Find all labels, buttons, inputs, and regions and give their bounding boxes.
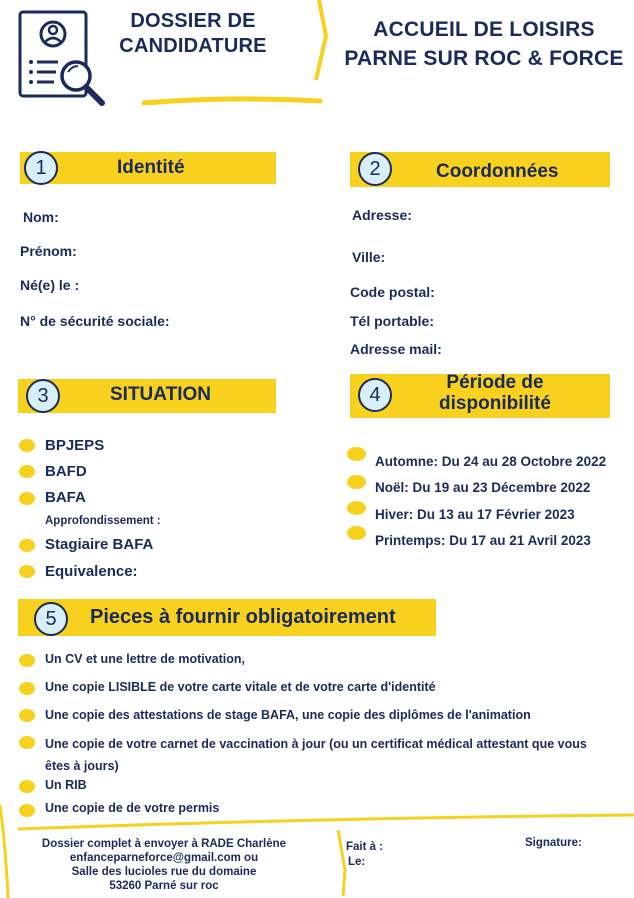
- carte-vitale-item: Une copie LISIBLE de votre carte vitale et de votre carte d'identité: [45, 680, 436, 694]
- rib-item: Un RIB: [45, 778, 87, 792]
- disponibilite-title-line2: disponibilité: [439, 393, 551, 414]
- send-line-3: Salle des lucioles rue du domaine: [71, 866, 257, 878]
- pieces-title: Pieces à fournir obligatoirement: [90, 606, 396, 628]
- hiver-period: [375, 507, 575, 522]
- org-title-line2: PARNE SUR ROC & FORCE: [344, 47, 624, 70]
- adresse-label: Adresse:: [352, 207, 412, 223]
- approfondissement-label: Approfondissement :: [45, 515, 161, 527]
- signature-label: Signature:: [525, 837, 582, 849]
- equivalence-option: Equivalence:: [45, 563, 138, 580]
- automne-bullet: [347, 447, 366, 461]
- disponibilite-title-line1: Période de: [446, 372, 544, 393]
- rib-bullet: [19, 780, 35, 793]
- send-address-block: [14, 837, 314, 893]
- bpjeps-option: BPJEPS: [45, 437, 105, 454]
- permis-bullet: [19, 804, 35, 817]
- hiver-bullet: [347, 501, 366, 515]
- send-line-2: enfanceparneforce@gmail.com ou: [69, 852, 259, 864]
- hiver-dates: Du 13 au 17 Février 2023: [417, 507, 575, 522]
- automne-dates: Du 24 au 28 Octobre 2022: [441, 454, 607, 469]
- noel-dates: Du 19 au 23 Décembre 2022: [412, 480, 591, 495]
- org-title-line1: ACCUEIL DE LOISIRS: [373, 18, 595, 41]
- cv-item: Un CV et une lettre de motivation,: [45, 652, 246, 666]
- nom-label: Nom:: [23, 209, 59, 225]
- printemps-label: Printemps:: [375, 533, 446, 548]
- adresse-mail-label: Adresse mail:: [350, 341, 442, 357]
- bpjeps-bullet: [19, 439, 35, 452]
- vaccination-item-continued: êtes à jours): [45, 759, 119, 773]
- attestations-bullet: [19, 709, 35, 722]
- doc-title-line2: CANDIDATURE: [119, 35, 267, 57]
- pieces-number: 5: [34, 602, 68, 636]
- bafd-option: BAFD: [45, 463, 87, 480]
- disponibilite-title: [420, 372, 570, 414]
- attestations-item: Une copie des attestations de stage BAFA, une copie des diplômes de l'animation: [45, 708, 531, 722]
- hiver-label: Hiver:: [375, 507, 414, 522]
- vaccination-bullet: [19, 736, 35, 749]
- identite-number: 1: [24, 151, 58, 185]
- send-line-4: 53260 Parné sur roc: [109, 880, 219, 892]
- ville-label: Ville:: [352, 249, 386, 265]
- automne-label: Automne:: [375, 454, 438, 469]
- send-line-1: Dossier complet à envoyer à RADE Charlène: [41, 838, 287, 850]
- printemps-dates: Du 17 au 21 Avril 2023: [449, 533, 591, 548]
- bafa-bullet: [19, 492, 35, 505]
- prenom-label: Prénom:: [20, 243, 77, 259]
- stagiaire-bafa-bullet: [19, 539, 35, 552]
- coordonnees-title: Coordonnées: [436, 161, 559, 182]
- identite-title: Identité: [117, 157, 185, 178]
- bafa-option: BAFA: [45, 489, 86, 506]
- coordonnees-number: 2: [358, 152, 392, 186]
- noel-label: Noël:: [375, 480, 409, 495]
- code-postal-label: Code postal:: [350, 284, 435, 300]
- carte-vitale-bullet: [19, 682, 35, 695]
- equivalence-bullet: [19, 565, 35, 578]
- noel-period: [375, 480, 590, 495]
- bafd-bullet: [19, 465, 35, 478]
- securite-sociale-label: N° de sécurité sociale:: [20, 313, 170, 329]
- cv-bullet: [19, 654, 35, 667]
- naissance-label: Né(e) le :: [20, 277, 80, 293]
- automne-period: [375, 454, 606, 469]
- noel-bullet: [347, 475, 366, 489]
- doc-title-line1: DOSSIER DE: [130, 10, 256, 32]
- tel-portable-label: Tél portable:: [350, 313, 435, 329]
- situation-title: SITUATION: [110, 384, 211, 405]
- situation-number: 3: [26, 379, 60, 413]
- fait-a-label: Fait à :: [346, 841, 384, 853]
- vaccination-item: Une copie de votre carnet de vaccination à jour (ou un certificat médical attestant que vous: [45, 737, 587, 751]
- printemps-period: [375, 533, 591, 548]
- stagiaire-bafa-option: Stagiaire BAFA: [45, 536, 154, 553]
- le-label: Le:: [348, 856, 366, 868]
- printemps-bullet: [347, 526, 366, 540]
- disponibilite-number: 4: [358, 378, 392, 412]
- permis-item: Une copie de de votre permis: [45, 801, 220, 815]
